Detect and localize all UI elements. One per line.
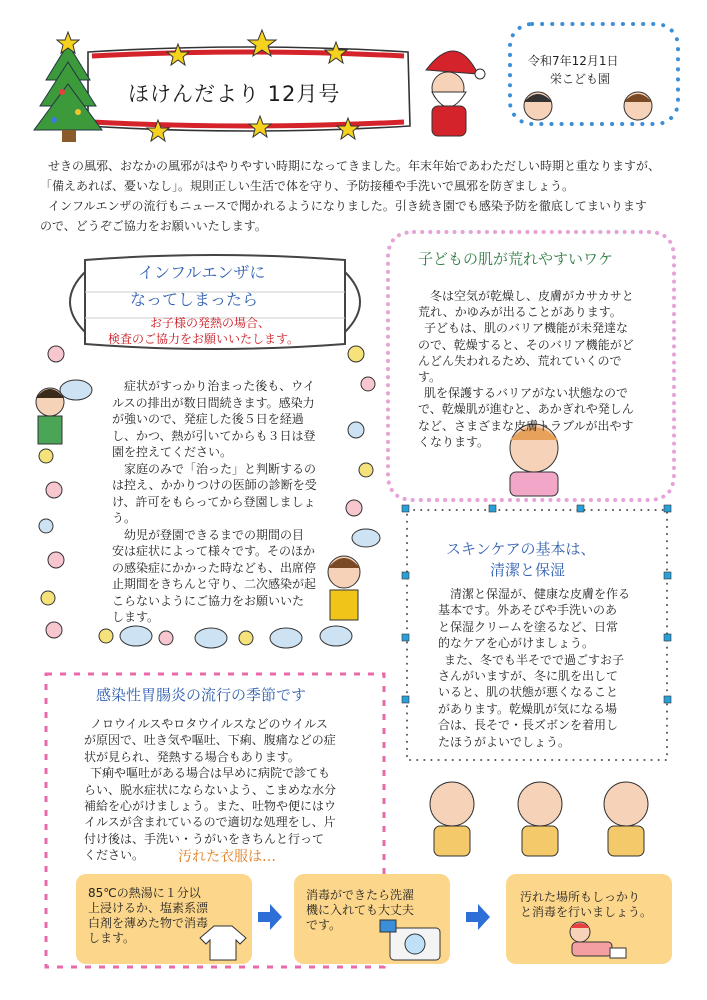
step-line: 消毒ができたら洗濯 <box>306 888 415 902</box>
gastro-body <box>84 716 374 864</box>
influenza-line: が強いので、発症した後５日を経過 <box>112 412 304 426</box>
sick-child-icon <box>604 782 648 856</box>
intro-line: 「備えあれば、憂いなし」。規則正しい生活で体を守り、予防接種や手洗いで風邪を防ぎましょう。 <box>40 179 575 193</box>
influenza-line: し、かつ、熱が引いてからも３日は登 <box>112 428 316 443</box>
step-line: と消毒を行いましょう。 <box>520 905 653 919</box>
step-line: 汚れた場所もしっかり <box>520 890 641 904</box>
skincare-title: スキンケアの基本は、 <box>446 540 596 558</box>
influenza-line: 症状がすっかり治まった後も、ウイ <box>124 379 315 393</box>
cleaning-person-icon <box>560 918 630 962</box>
influenza-body <box>112 378 342 626</box>
step-line: 白剤を薄めた物で消毒 <box>88 916 209 930</box>
gastro-line: 補給を心がけましょう。また、吐物や便にはウ <box>84 799 337 814</box>
influenza-line: 止期間をきちんと守り、二次感染が起 <box>112 577 317 591</box>
step-line: です。 <box>306 918 342 932</box>
influenza-line: 安は症状によって様々です。そのほか <box>112 544 316 558</box>
influenza-title: なってしまったら <box>130 290 259 309</box>
gastro-line: 付け後は、手洗い・うがいをきちんと行って <box>84 831 325 846</box>
sick-children-illustration <box>412 770 672 862</box>
step-line: 85℃の熱湯に１分以 <box>88 886 201 900</box>
gastro-line: 下痢や嘔吐がある場合は早めに病院で診ても <box>90 766 331 781</box>
step-line: 機に入れても大丈夫 <box>306 903 415 917</box>
step-line: 上浸けるか、塩素系漂 <box>88 901 209 915</box>
skincare-line: 清潔と保湿が、健康な皮膚を作る <box>450 587 631 601</box>
clothes-icon <box>196 918 250 962</box>
skin-rough-line: ので、乾燥すると、そのバリア機能がど <box>418 337 634 352</box>
gastro-title: 感染性胃腸炎の流行の季節です <box>96 686 307 704</box>
skincare-line: と保湿クリームを塗るなど、日常 <box>438 619 619 634</box>
school-name: 栄こども園 <box>550 72 611 86</box>
clothes-label: 汚れた衣服は… <box>178 849 276 865</box>
children-drinking-icon <box>524 92 652 120</box>
skincare-body <box>438 586 668 750</box>
influenza-line: します。 <box>112 610 160 624</box>
influenza-line: う。 <box>112 511 137 525</box>
influenza-line: こらないようにご協力をお願いいた <box>112 593 305 608</box>
influenza-note: 検査のご協力をお願いいたします。 <box>108 332 300 346</box>
skin-rough-body <box>418 288 658 450</box>
skin-rough-title: 子どもの肌が荒れやすいワケ <box>418 250 614 268</box>
skincare-line: また、冬でも半そでで過ごすお子 <box>444 652 625 667</box>
skin-rough-line: 子どもは、肌のバリア機能が未発達な <box>424 321 629 336</box>
skin-rough-line: 肌を保護するバリアがない状態なので <box>424 386 629 401</box>
gastro-line: ノロウイルスやロタウイルスなどのウイルス <box>90 717 328 731</box>
influenza-line: は控え、かかりつけの医師の診断を受 <box>112 478 317 492</box>
skin-rough-line: くなります。 <box>418 434 490 449</box>
influenza-line: 園を控えてください。 <box>112 445 233 459</box>
skin-rough-line: んどん失われるため、荒れていくので <box>418 353 622 368</box>
skin-rough-line: など、さまざまな皮膚トラブルが出やす <box>418 418 634 433</box>
skincare-line: 合は、長そで・長ズボンを着用し <box>438 718 619 733</box>
skincare-line: さんがいますが、冬に肌を出して <box>438 669 619 684</box>
sick-child-icon <box>518 782 562 856</box>
arrow-right-icon <box>466 904 490 930</box>
washing-machine-icon <box>380 920 446 962</box>
intro-line: ので、どうぞご協力をお願いいたします。 <box>40 219 267 233</box>
page-title: ほけんだより 12月号 <box>128 82 341 106</box>
influenza-line: 家庭のみで「治った」と判断するの <box>124 461 317 476</box>
influenza-line: け、許可をもらってから登園しましょ <box>112 494 316 509</box>
skincare-line: 的なケアを心がけましょう。 <box>438 636 595 651</box>
influenza-note: お子様の発熱の場合、 <box>150 316 271 330</box>
coughing-child-icon <box>36 388 64 444</box>
gastro-line: イルスが含まれているので適切な処理をし、片 <box>84 815 336 830</box>
step-line: します。 <box>88 931 136 945</box>
step-3-text <box>520 890 652 920</box>
influenza-line: の感染症にかかった時なども、出席停 <box>112 560 317 575</box>
sick-child-icon <box>430 782 474 856</box>
arrow-right-icon <box>258 904 282 930</box>
skin-rough-line: す。 <box>418 370 442 385</box>
intro-line: せきの風邪、おなかの風邪がはやりやすい時期になってきました。年末年始であわただしい時期と重なりますが、 <box>48 159 661 173</box>
influenza-line: 幼児が登園できるまでの期間の目 <box>124 527 305 542</box>
gastro-line: らい、脱水症状にならないよう、こまめな水分 <box>84 782 337 797</box>
skincare-title: 清潔と保湿 <box>490 561 566 579</box>
skincare-line: たほうがよいでしょう。 <box>438 734 571 749</box>
santa-icon <box>426 51 485 136</box>
skin-rough-line: 荒れ、かゆみが出ることがあります。 <box>418 305 622 320</box>
gastro-line: が原因で、吐き気や嘔吐、下痢、腹痛などの症 <box>84 733 336 748</box>
gastro-line: ください。 <box>84 848 145 863</box>
skin-rough-line: で、乾燥肌が進むと、あかぎれや発しん <box>418 402 634 417</box>
intro-line: インフルエンザの流行もニュースで聞かれるようになりました。引き続き園でも感染予防を徹底してまいります <box>48 199 647 213</box>
gastro-line: 状が見られ、発熱する場合もあります。 <box>84 749 300 764</box>
skincare-line: 基本です。外あそびや手洗いのあ <box>438 603 618 618</box>
skin-rough-line: 冬は空気が乾燥し、皮膚がカサカサと <box>430 289 634 303</box>
skincare-line: いると、肌の状態が悪くなること <box>438 685 619 700</box>
influenza-line: ルスの排出が数日間続きます。感染力 <box>112 395 315 410</box>
step-1-text <box>88 886 208 946</box>
skincare-line: があります。乾燥肌が気になる場 <box>438 701 618 716</box>
intro-text <box>40 156 672 236</box>
issue-date: 令和7年12月1日 <box>528 54 619 68</box>
influenza-title: インフルエンザに <box>138 263 266 282</box>
